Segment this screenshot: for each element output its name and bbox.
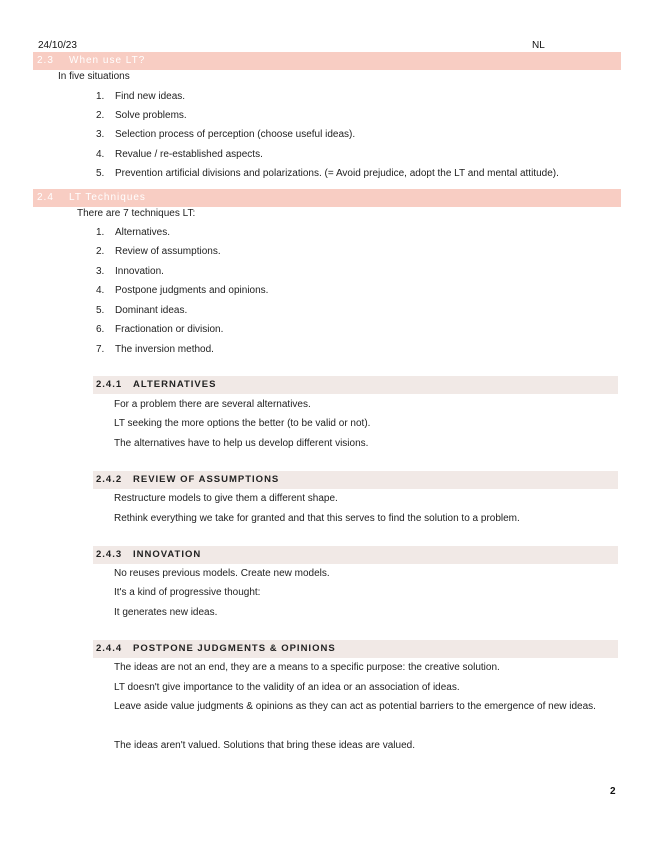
paragraph: For a problem there are several alternatives. <box>114 399 311 410</box>
list-item-text: Fractionation or division. <box>115 324 224 335</box>
list-item: 1. Find new ideas. <box>96 91 186 102</box>
subsection-heading-innovation <box>93 546 618 564</box>
list-item: 5. Prevention artificial divisions and polarizations. (= Avoid prejudice, adopt the LT and mental attitude). <box>96 168 559 179</box>
paragraph: The alternatives have to help us develop different visions. <box>114 438 369 449</box>
section-heading-2-3 <box>33 52 621 70</box>
section-title: LT Techniques <box>69 192 146 203</box>
header-date: 24/10/23 <box>38 40 77 51</box>
list-item: 4. Postpone judgments and opinions. <box>96 285 269 296</box>
list-item-text: Revalue / re-established aspects. <box>115 149 263 160</box>
paragraph: It generates new ideas. <box>114 607 218 618</box>
paragraph: It's a kind of progressive thought: <box>114 587 261 598</box>
list-item-text: Innovation. <box>115 266 164 277</box>
list-item: 3. Innovation. <box>96 266 164 277</box>
list-item: 6. Fractionation or division. <box>96 324 224 335</box>
section-title: When use LT? <box>69 55 146 66</box>
list-item: 4. Revalue / re-established aspects. <box>96 149 263 160</box>
subsection-number: 2.4.4 <box>96 643 123 654</box>
subsection-number: 2.4.3 <box>96 549 123 560</box>
paragraph: Rethink everything we take for granted and that this serves to find the solution to a problem. <box>114 513 520 524</box>
subsection-heading-alternatives <box>93 376 618 394</box>
list-item-text: Find new ideas. <box>115 91 186 102</box>
section-number: 2.4 <box>37 192 54 203</box>
paragraph: Restructure models to give them a different shape. <box>114 493 338 504</box>
list-item: 5. Dominant ideas. <box>96 305 188 316</box>
subsection-number: 2.4.1 <box>96 379 123 390</box>
list-item-text: Selection process of perception (choose useful ideas). <box>115 129 356 140</box>
subsection-heading-review-of-assumptions <box>93 471 618 489</box>
subsection-title: POSTPONE JUDGMENTS & OPINIONS <box>133 643 336 654</box>
section-number: 2.3 <box>37 55 54 66</box>
subsection-number: 2.4.2 <box>96 474 123 485</box>
list-item-text: Dominant ideas. <box>115 305 188 316</box>
subsection-title: ALTERNATIVES <box>133 379 217 390</box>
list-item: 2. Solve problems. <box>96 110 187 121</box>
list-item: 1. Alternatives. <box>96 227 171 238</box>
section-intro: In five situations <box>58 71 130 82</box>
list-item-text: Alternatives. <box>115 227 171 238</box>
list-item-text: The inversion method. <box>115 344 214 355</box>
subsection-title: INNOVATION <box>133 549 202 560</box>
list-item: 3. Selection process of perception (choose useful ideas). <box>96 129 356 140</box>
list-item: 2. Review of assumptions. <box>96 246 221 257</box>
paragraph: The ideas are not an end, they are a means to a specific purpose: the creative solution. <box>114 662 500 673</box>
paragraph: LT doesn't give importance to the validity of an idea or an association of ideas. <box>114 682 460 693</box>
paragraph: Leave aside value judgments & opinions as they can act as potential barriers to the emergence of new ideas. <box>114 701 596 712</box>
paragraph: No reuses previous models. Create new models. <box>114 568 330 579</box>
list-item-text: Postpone judgments and opinions. <box>115 285 269 296</box>
list-item-text: Review of assumptions. <box>115 246 221 257</box>
section-intro: There are 7 techniques LT: <box>77 208 196 219</box>
list-item-text: Solve problems. <box>115 110 187 121</box>
subsection-title: REVIEW OF ASSUMPTIONS <box>133 474 280 485</box>
paragraph: LT seeking the more options the better (to be valid or not). <box>114 418 371 429</box>
list-item-text: Prevention artificial divisions and polarizations. (= Avoid prejudice, adopt the LT and mental attitude). <box>115 168 559 179</box>
page-number: 2 <box>610 786 616 797</box>
list-item: 7. The inversion method. <box>96 344 214 355</box>
subsection-heading-postpone-judgments <box>93 640 618 658</box>
paragraph: The ideas aren't valued. Solutions that bring these ideas are valued. <box>114 740 415 751</box>
section-heading-2-4 <box>33 189 621 207</box>
header-initials: NL <box>532 40 545 51</box>
